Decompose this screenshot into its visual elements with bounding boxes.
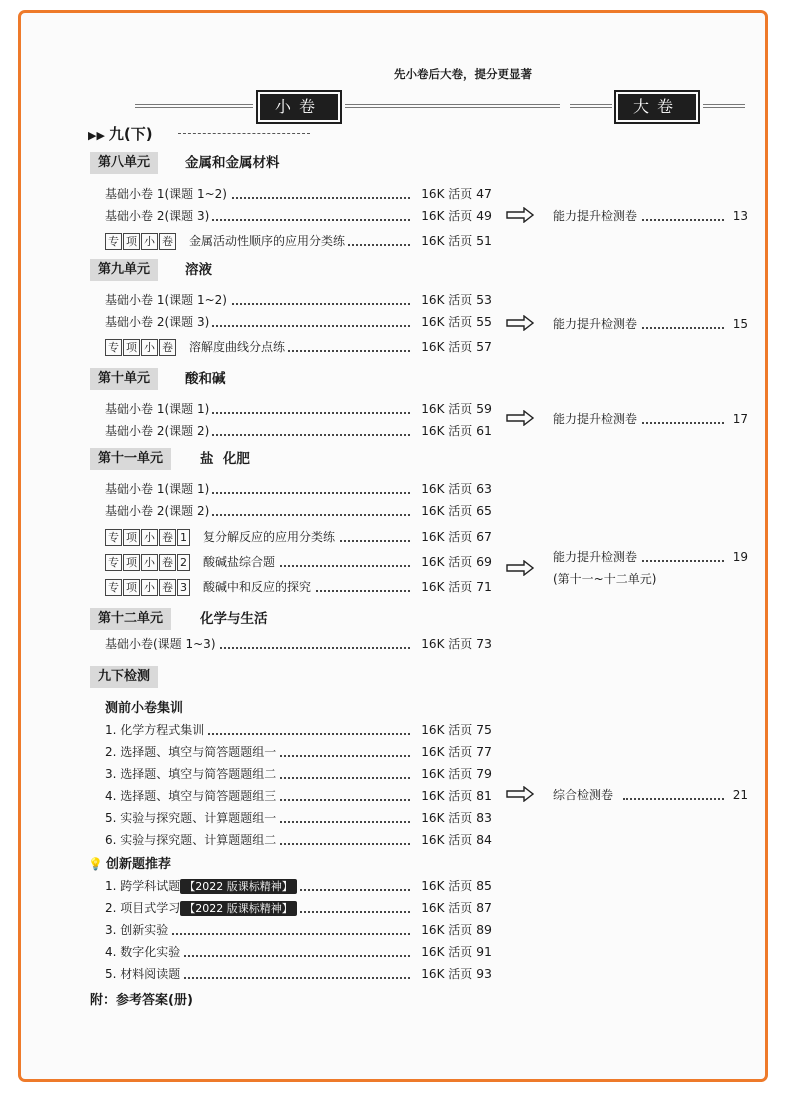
divider-left bbox=[135, 104, 253, 108]
arrow-right-icon bbox=[506, 560, 534, 576]
special-tag: 专 项 小 卷 2 bbox=[105, 555, 191, 569]
unit-11-heading bbox=[90, 448, 250, 470]
toc-row[interactable]: 基础小卷 2(课题 3) 16K 活页 49 bbox=[105, 208, 492, 223]
slogan: 先小卷后大卷，提分更显著 bbox=[394, 67, 532, 81]
toc-row[interactable]: 1. 跨学科试题 【2022 版课标精神】 16K 活页 85 bbox=[105, 877, 500, 895]
unit-11-label: 第十一单元 bbox=[90, 448, 171, 470]
toc-row[interactable]: 基础小卷 1(课题 1~2) 16K 活页 47 bbox=[105, 186, 492, 201]
divider-middle bbox=[345, 104, 560, 108]
toc-row[interactable]: 基础小卷 2(课题 2) 16K 活页 65 bbox=[105, 503, 492, 518]
toc-row[interactable]: 基础小卷(课题 1~3) 16K 活页 73 bbox=[105, 636, 492, 651]
toc-row[interactable]: 2. 项目式学习 【2022 版课标精神】 16K 活页 87 bbox=[105, 899, 500, 917]
toc-row[interactable]: 专 项 小 卷 金属活动性顺序的应用分类练 16K 活页 51 bbox=[105, 232, 500, 250]
toc-row[interactable]: 1. 化学方程式集训 16K 活页 75 bbox=[105, 722, 492, 737]
answer-key-note: 附：参考答案(册) bbox=[90, 993, 193, 1008]
toc-row[interactable]: 3. 创新实验 16K 活页 89 bbox=[105, 922, 492, 937]
final-test-heading bbox=[90, 666, 250, 688]
large-volume-entry[interactable]: 能力提升检测卷 13 bbox=[553, 209, 748, 223]
large-volume-entry[interactable]: 能力提升检测卷 15 bbox=[553, 317, 748, 331]
unit-12-title: 化学与生活 bbox=[200, 611, 268, 627]
arrow-right-icon bbox=[506, 315, 534, 331]
large-volume-header: 大卷 bbox=[618, 94, 696, 120]
toc-row[interactable]: 5. 实验与探究题、计算题题组一 16K 活页 83 bbox=[105, 810, 492, 825]
final-test-label: 九下检测 bbox=[90, 666, 158, 688]
large-volume-note: (第十一~十二单元) bbox=[553, 572, 657, 586]
arrow-right-icon bbox=[506, 207, 534, 223]
curriculum-badge: 【2022 版课标精神】 bbox=[180, 901, 297, 916]
toc-row[interactable]: 4. 选择题、填空与简答题题组三 16K 活页 81 bbox=[105, 788, 492, 803]
special-tag: 专 项 小 卷 bbox=[105, 234, 177, 248]
unit-9-label: 第九单元 bbox=[90, 259, 158, 281]
pretest-subheading: 测前小卷集训 bbox=[105, 701, 184, 716]
special-tag: 专 项 小 卷 1 bbox=[105, 530, 191, 544]
large-volume-entry[interactable]: 能力提升检测卷 17 bbox=[553, 412, 748, 426]
arrow-right-icon bbox=[506, 410, 534, 426]
innovation-subheading: 💡 创新题推荐 bbox=[88, 857, 171, 872]
toc-row[interactable]: 4. 数字化实验 16K 活页 91 bbox=[105, 944, 492, 959]
toc-row[interactable]: 2. 选择题、填空与简答题题组一 16K 活页 77 bbox=[105, 744, 492, 759]
toc-row[interactable]: 基础小卷 1(课题 1) 16K 活页 59 bbox=[105, 401, 492, 416]
unit-10-heading bbox=[90, 368, 250, 390]
curriculum-badge: 【2022 版课标精神】 bbox=[180, 879, 297, 894]
toc-row[interactable]: 专 项 小 卷 2 酸碱盐综合题 16K 活页 69 bbox=[105, 553, 500, 571]
unit-9-heading bbox=[90, 259, 250, 281]
unit-11-title: 盐 化肥 bbox=[200, 451, 250, 467]
unit-8-heading bbox=[90, 152, 280, 174]
toc-row[interactable]: 基础小卷 1(课题 1) 16K 活页 63 bbox=[105, 481, 492, 496]
toc-row[interactable]: 基础小卷 1(课题 1~2) 16K 活页 53 bbox=[105, 292, 492, 307]
grade-dash-line bbox=[178, 133, 310, 134]
special-tag: 专 项 小 卷 bbox=[105, 340, 177, 354]
toc-row[interactable]: 基础小卷 2(课题 2) 16K 活页 61 bbox=[105, 423, 492, 438]
divider-right-b bbox=[703, 104, 745, 108]
special-tag: 专 项 小 卷 3 bbox=[105, 580, 191, 594]
unit-12-heading bbox=[90, 608, 268, 630]
toc-row[interactable]: 专 项 小 卷 溶解度曲线分点练 16K 活页 57 bbox=[105, 338, 500, 356]
toc-row[interactable]: 基础小卷 2(课题 3) 16K 活页 55 bbox=[105, 314, 492, 329]
unit-8-label: 第八单元 bbox=[90, 152, 158, 174]
unit-10-label: 第十单元 bbox=[90, 368, 158, 390]
large-volume-entry[interactable]: 能力提升检测卷 19 bbox=[553, 550, 748, 564]
toc-row[interactable]: 专 项 小 卷 3 酸碱中和反应的探究 16K 活页 71 bbox=[105, 578, 500, 596]
small-volume-header: 小卷 bbox=[260, 94, 338, 120]
unit-12-label: 第十二单元 bbox=[90, 608, 171, 630]
lightbulb-icon: 💡 bbox=[88, 857, 103, 871]
large-volume-entry[interactable]: 综合检测卷 21 bbox=[553, 788, 748, 802]
toc-row[interactable]: 5. 材料阅读题 16K 活页 93 bbox=[105, 966, 492, 981]
unit-8-title: 金属和金属材料 bbox=[185, 155, 280, 171]
grade-title: ▶▶ 九(下) bbox=[88, 125, 153, 143]
unit-9-title: 溶液 bbox=[185, 262, 212, 278]
toc-row[interactable]: 6. 实验与探究题、计算题题组二 16K 活页 84 bbox=[105, 832, 492, 847]
arrow-right-icon bbox=[506, 786, 534, 802]
toc-row[interactable]: 专 项 小 卷 1 复分解反应的应用分类练 16K 活页 67 bbox=[105, 528, 500, 546]
toc-row[interactable]: 3. 选择题、填空与简答题题组二 16K 活页 79 bbox=[105, 766, 492, 781]
unit-10-title: 酸和碱 bbox=[185, 371, 226, 387]
double-arrow-icon: ▶▶ bbox=[88, 129, 105, 142]
divider-right-a bbox=[570, 104, 612, 108]
